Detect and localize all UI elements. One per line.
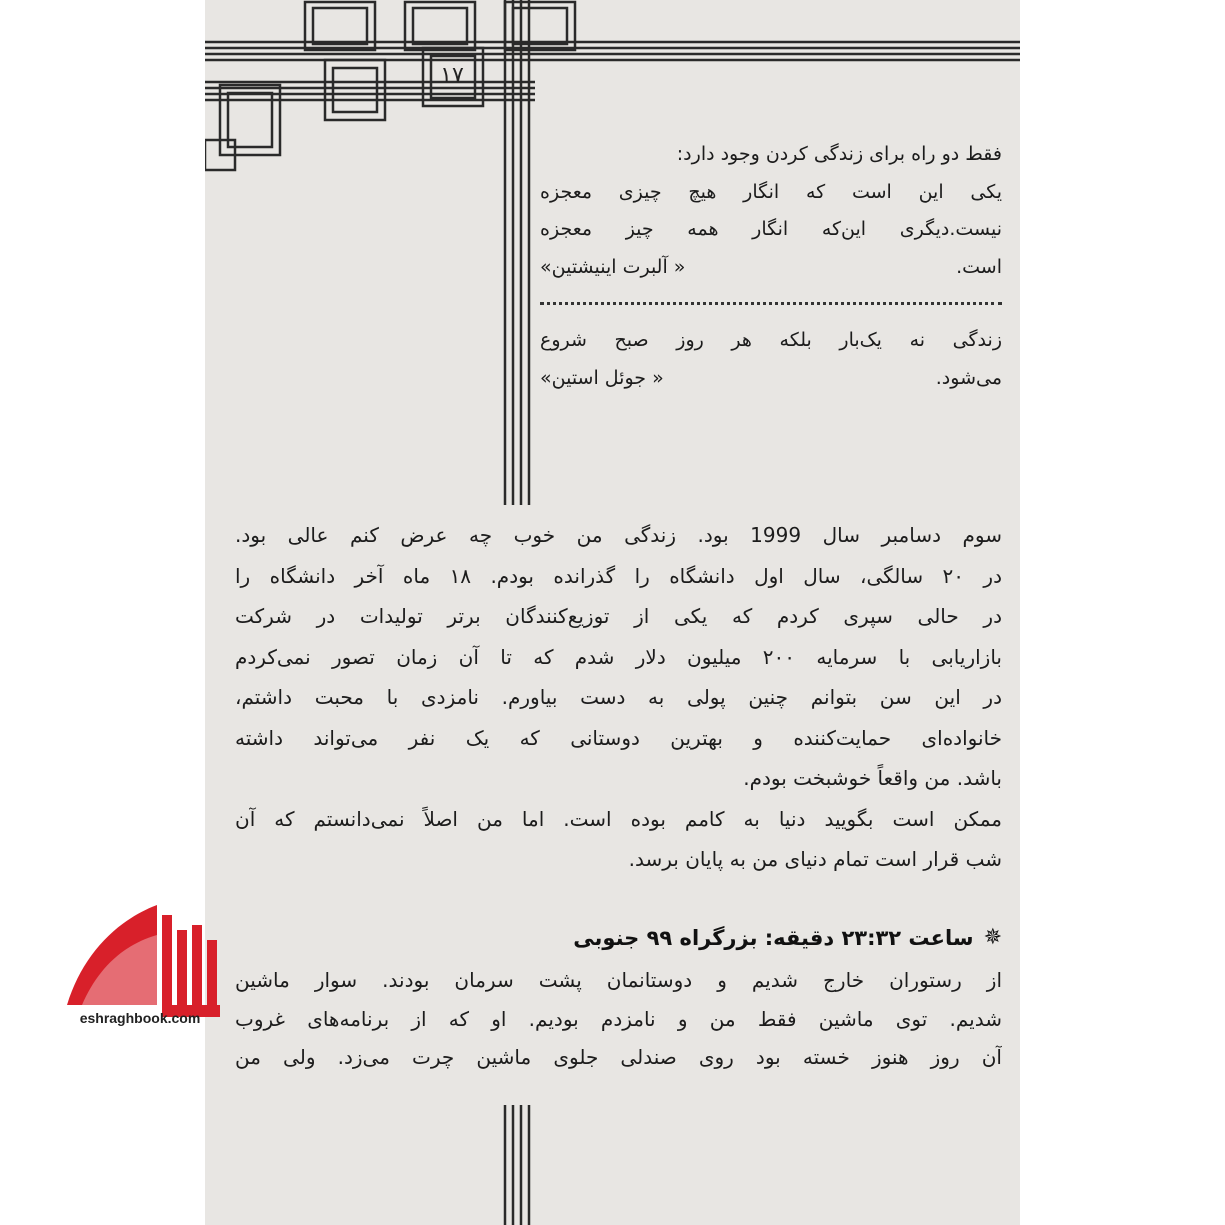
text-line: شب قرار است تمام دنیای من به پایان برسد. (628, 847, 1002, 871)
text-line: در این سن بتوانم چنین پولی به دست بیاورم. نامزدی با محبت داشتم، (235, 685, 1002, 709)
text-line: بازاریابی با سرمایه ۲۰۰ میلیون دلار شدم که تا آن زمان تصور نمی‌کردم (235, 644, 1002, 669)
dotted-divider (540, 302, 1002, 305)
eshragh-logo (62, 895, 222, 1027)
quote-einstein (540, 136, 1002, 286)
quote-joel-osteen (540, 322, 1002, 397)
section-heading (235, 925, 1002, 950)
quote-last-line: است. (956, 255, 1002, 278)
text-line: در حالی سپری کردم که یکی از توزیع‌کنندگان برتر تولیدات در شرکت (235, 604, 1002, 628)
text-line: آن روز هنوز خسته بود روی صندلی جلوی ماشین چرت می‌زد. ولی من (235, 1045, 1002, 1069)
quote-last-line: می‌شود. (935, 366, 1002, 389)
quote-attribution-row (540, 360, 1002, 398)
text-line: سوم دسامبر سال 1999 بود. زندگی من خوب چه عرض کنم عالی بود. (235, 523, 1002, 547)
quote-line: زندگی نه یک‌بار بلکه هر روز صبح شروع (540, 329, 1002, 351)
section-heading-text: ساعت ۲۳:۳۲ دقیقه: بزرگراه ۹۹ جنوبی (573, 925, 974, 950)
asterisk-icon: ✵ (983, 925, 1002, 950)
quote-author: « جوئل استین» (540, 366, 664, 389)
text-line: باشد. من واقعاً خوشبخت بودم. (743, 766, 1002, 790)
quote-line: فقط دو راه برای زندگی کردن وجود دارد: (676, 143, 1002, 165)
text-line: در ۲۰ سالگی، سال اول دانشگاه را گذرانده بودم. ۱۸ ماه آخر دانشگاه را (235, 563, 1002, 588)
book-page (205, 0, 1020, 1225)
quote-line: نیست.دیگری این‌که انگار همه چیز معجزه (540, 218, 1002, 240)
quote-attribution-row (540, 249, 1002, 287)
body-paragraph-1 (235, 515, 1002, 880)
quote-author: « آلبرت اینیشتین» (540, 255, 686, 278)
text-line: خانواده‌ای حمایت‌کننده و بهترین دوستانی که یک نفر می‌تواند داشته (235, 725, 1002, 750)
page-number: ۱۷ (440, 63, 464, 88)
body-paragraph-2 (235, 961, 1002, 1077)
text-line: از رستوران خارج شدیم و دوستانمان پشت سرمان بودند. سوار ماشین (235, 968, 1002, 992)
text-line: شدیم. توی ماشین فقط من و نامزدم بودیم. او که از برنامه‌های غروب (235, 1006, 1002, 1031)
watermark-url: eshraghbook.com (79, 1010, 201, 1026)
quote-line: یکی این است که انگار هیچ چیزی معجزه (540, 180, 1002, 203)
text-line: ممکن است بگویید دنیا به کامم بوده است. اما من اصلاً نمی‌دانستم که آن (235, 806, 1002, 831)
